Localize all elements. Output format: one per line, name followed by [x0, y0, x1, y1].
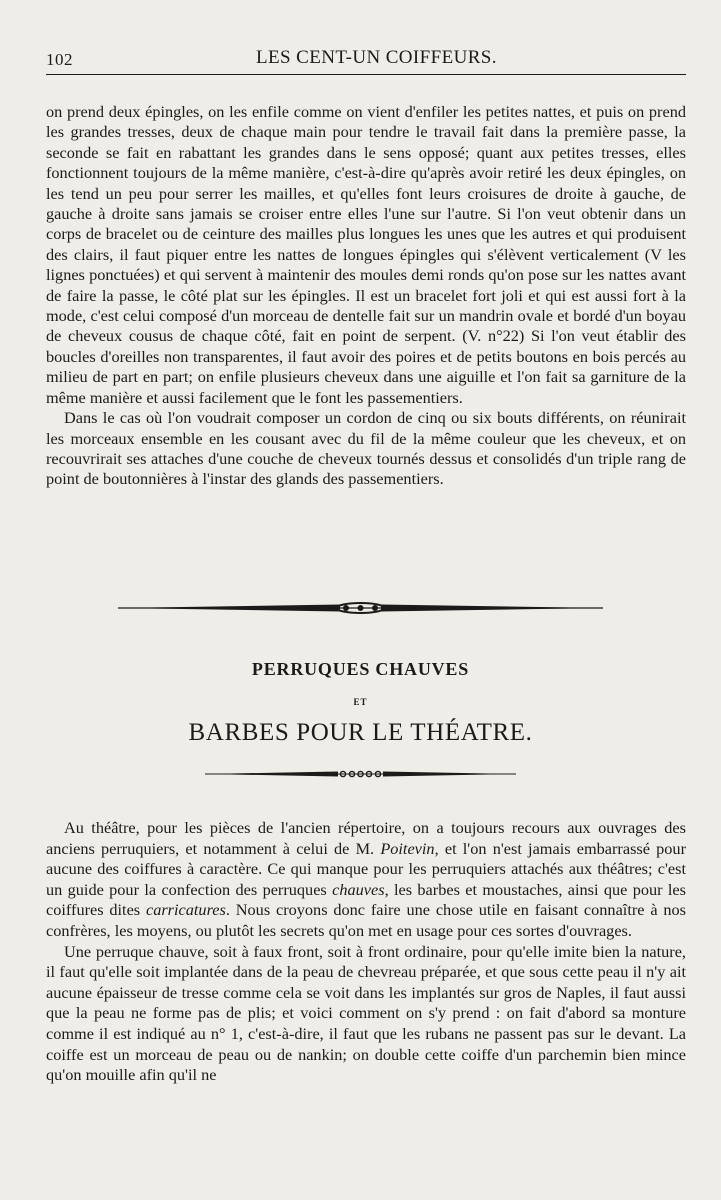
italic-term: chauves: [332, 879, 385, 899]
paragraph: Dans le cas où l'on voudrait composer un cordon de cinq ou six bouts différents, on réunirait les morceaux ensemble en les cousant avec du fil de la même couleur que les cheveux, et on recouvrirait ses attaches d'une couche de cheveux tournés dessus et consolidés d'un triple rang de point de boutonnières à l'instar des glands des passementiers.: [46, 408, 686, 489]
italic-term: carricatures: [145, 900, 226, 920]
text-run: Au théâtre, pour les pièces de l'ancien répertoire, on a toujours recours aux ouvrages des anciens perruquiers, et notamment à celui de M.: [46, 818, 686, 858]
section-title-conjunction: ET: [353, 697, 368, 707]
italic-name: Poitevin: [380, 838, 435, 858]
text-run: , et l'on n'est jamais embarrassé pour aucune des coiffures à caractère. Ce qui manque pour les perruquiers attachés aux théâtres; c'est un guide pour la confection des perruques: [46, 838, 686, 899]
section-title-line2: BARBES POUR LE THÉATRE.: [188, 719, 533, 746]
text-run: , les barbes et moustaches, ainsi que pour les coiffures dites: [46, 879, 686, 920]
section-body-text: [46, 818, 686, 1086]
header-rule: [46, 74, 686, 75]
text-run: . Nous croyons donc faire une chose utile en faisant connaître à nos confrères, les moyens, ou plutôt les secrets qu'on met en usage pour ces sortes d'ouvrages.: [46, 900, 686, 940]
page-number: 102: [46, 50, 73, 69]
continued-text: [46, 102, 686, 490]
section-title-line1: PERRUQUES CHAUVES: [251, 659, 470, 679]
paragraph: Une perruque chauve, soit à faux front, soit à front ordinaire, pour qu'elle imite bien la nature, il faut qu'elle soit implantée dans de la peau de chevreau préparée, et que sous cette peau il n'y ait aucune épaisseur de tresse comme cela se voit dans les implantés sur gros de Naples, il faut aussi que la peau ne forme pas de plis; et voici comment on s'y prend : on fait d'abord sa monture comme il est indiqué au n° 1, c'est-à-dire, il faut que les rubans ne passent pas sur le devant. La coiffe est un morceau de peau ou de nankin; on double cette coiffe d'un parchemin bien mince qu'on mouille afin qu'il ne: [46, 941, 686, 1085]
paragraph: on prend deux épingles, on les enfile comme on vient d'enfiler les petites nattes, et puis on prend les grandes tresses, deux de chaque main pour tendre le travail fait dans la première passe, la seconde se fait en rabattant les grandes dans le sens opposé; quant aux petites tresses, elles fonctionnent toujours de la même manière, c'est-à-dire qu'après avoir retiré les deux épingles, on les tend un peu pour serrer les mailles, et qu'elles font leurs croisures de droite à gauche, de gauche à droite sans jamais se croiser entre elles l'une sur l'autre. Si l'on veut obtenir dans un corps de bracelet ou de ceinture des mailles plus longues les unes que les autres et qui produisent des clairs, il faut piquer entre les nattes de longues épingles qui s'élèvent verticalement (V les lignes ponctuées) et qui servent à maintenir des moules demi ronds qu'on pose sur les nattes avant de faire la passe, le côté plat sur les épingles. Il est un bracelet fort joli et qui est aussi fort à la mode, c'est celui composé d'un morceau de dentelle fait sur un mandrin ovale et bordé d'un boyau de cheveux cousus de chaque côté, fait en point de serpent. (V. n°22) Si l'on veut établir des boucles d'oreilles non transparentes, il faut avoir des poires et de petits boutons en bois percés au milieu de part en part; on enfile plusieurs cheveux dans une aiguille et l'on fait sa garniture de la même manière et aussi facilement que le font les passementiers.: [46, 102, 686, 407]
ornamental-rule-bottom: [0, 764, 721, 784]
ornamental-rule-top: [0, 596, 721, 620]
paragraph: [46, 818, 686, 942]
page-header: [46, 44, 686, 74]
running-title: LES CENT-UN COIFFEURS.: [256, 47, 497, 68]
